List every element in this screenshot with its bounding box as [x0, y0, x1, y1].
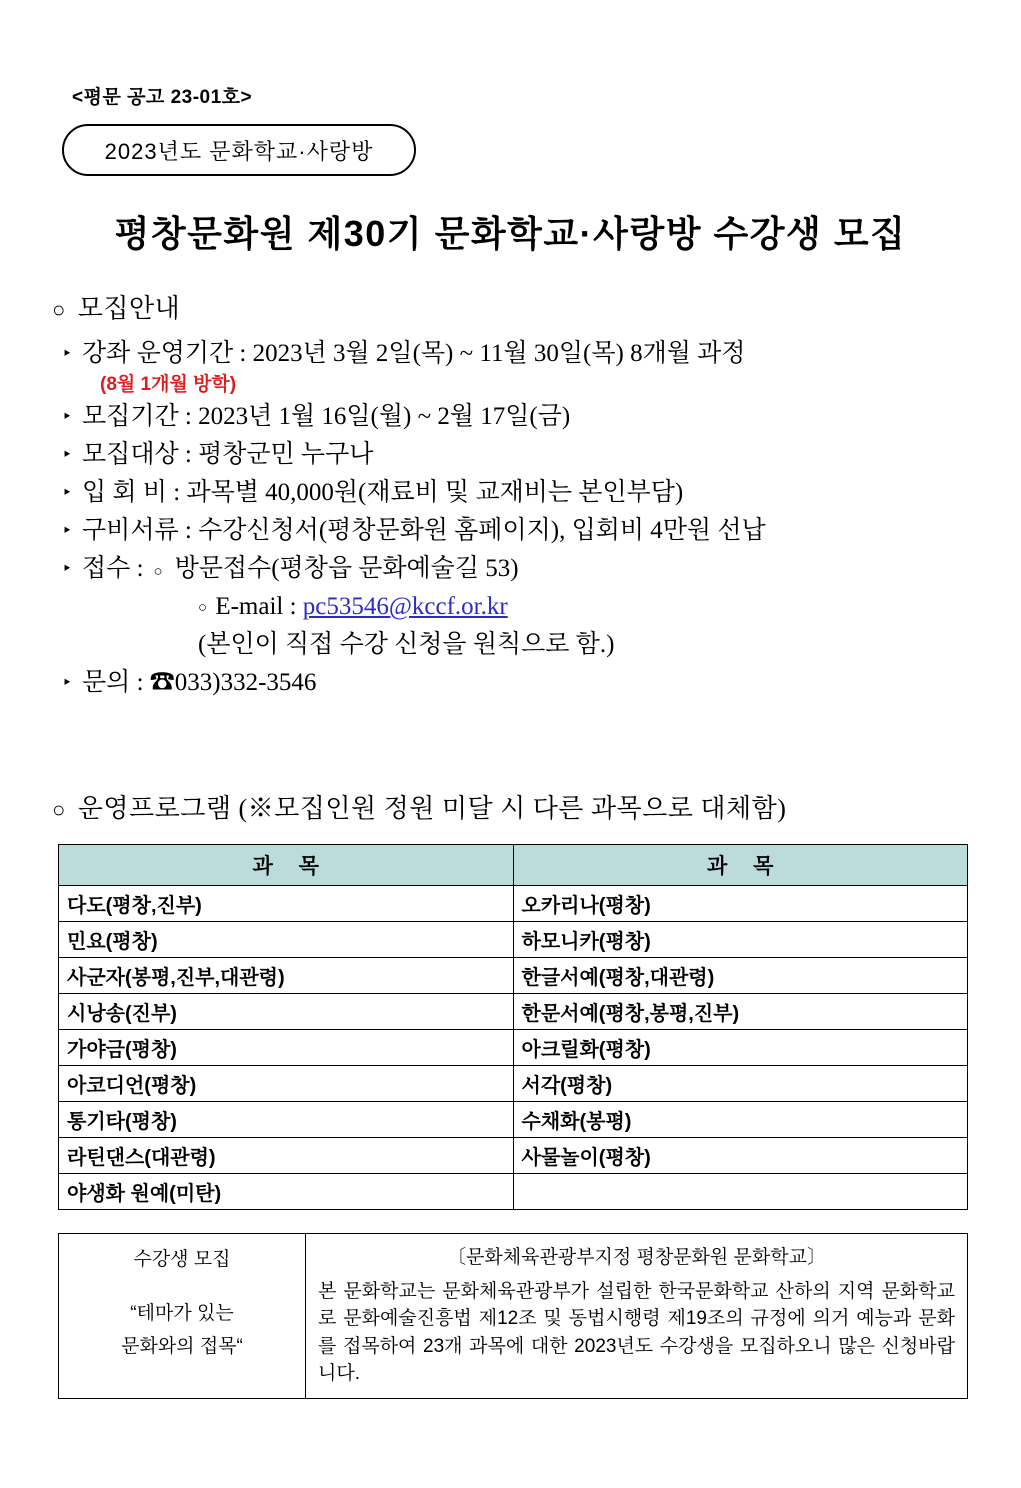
table-cell: 아크릴화(평창) — [513, 1030, 968, 1066]
receipt-email-label: E-mail : — [215, 593, 297, 620]
small-circle-bullet-icon: ○ — [153, 564, 163, 580]
table-cell: 한문서예(평창,봉평,진부) — [513, 994, 968, 1030]
table-cell: 오카리나(평창) — [513, 886, 968, 922]
bottom-info-box — [58, 1233, 968, 1399]
table-cell: 서각(평창) — [513, 1066, 968, 1102]
small-circle-bullet-icon: ○ — [198, 599, 208, 616]
table-cell: 한글서예(평창,대관령) — [513, 958, 968, 994]
table-cell: 사군자(봉평,진부,대관령) — [59, 958, 514, 994]
list-item — [52, 436, 982, 474]
table-row — [59, 1102, 968, 1138]
table-cell — [513, 1174, 968, 1210]
list-item-label: 구비서류 : 수강신청서(평창문화원 홈페이지), 입회비 4만원 선납 — [82, 517, 766, 544]
program-table — [58, 844, 968, 1210]
list-item-label: 모집대상 : 평창군민 누구나 — [82, 441, 374, 468]
column-header-subject-1: 과 목 — [59, 845, 514, 886]
arrow-bullet-icon: ‣ — [62, 559, 73, 578]
list-item-label: 문의 : ☎033)332-3546 — [82, 669, 317, 696]
list-item — [52, 512, 982, 550]
bottom-slogan-line2: 문화와의 접목“ — [121, 1335, 243, 1357]
notice-number: <평문 공고 23-01호> — [72, 87, 253, 108]
list-item-label: 접수 : — [82, 555, 144, 582]
bottom-slogan-line1: “테마가 있는 — [130, 1303, 234, 1325]
list-item — [52, 664, 982, 702]
circle-bullet-icon: ○ — [52, 297, 66, 322]
list-item — [52, 398, 982, 436]
arrow-bullet-icon: ‣ — [62, 407, 73, 426]
table-cell: 하모니카(평창) — [513, 922, 968, 958]
table-row — [59, 922, 968, 958]
table-cell: 수채화(봉평) — [513, 1102, 968, 1138]
table-cell: 시낭송(진부) — [59, 994, 514, 1030]
year-pill — [62, 124, 416, 176]
circle-bullet-icon: ○ — [52, 797, 66, 822]
table-cell: 사물놀이(평창) — [513, 1138, 968, 1174]
table-cell: 라틴댄스(대관령) — [59, 1138, 514, 1174]
arrow-bullet-icon: ‣ — [62, 445, 73, 464]
table-header-row — [59, 845, 968, 886]
email-link[interactable]: pc53546@kccf.or.kr — [302, 593, 508, 620]
section-heading-recruit-label: 모집안내 — [77, 294, 181, 323]
list-item-label: 입 회 비 : 과목별 40,000원(재료비 및 교재비는 본인부담) — [82, 479, 684, 506]
receipt-note: (본인이 직접 수강 신청을 원칙으로 함.) — [198, 631, 615, 658]
table-cell: 아코디언(평창) — [59, 1066, 514, 1102]
recruit-bullet-list — [52, 335, 982, 702]
program-table-wrapper — [58, 844, 968, 1210]
bottom-left-cell — [59, 1234, 306, 1399]
list-item-receipt — [52, 550, 982, 588]
bottom-table — [58, 1233, 968, 1399]
arrow-bullet-icon: ‣ — [62, 673, 73, 692]
table-row — [59, 1138, 968, 1174]
table-row — [59, 1174, 968, 1210]
table-cell: 가야금(평창) — [59, 1030, 514, 1066]
section-recruit-info — [52, 288, 982, 702]
table-row — [59, 994, 968, 1030]
list-item — [52, 474, 982, 512]
section-heading-recruit — [52, 288, 982, 325]
table-row — [59, 1030, 968, 1066]
bottom-left-title: 수강생 모집 — [133, 1249, 231, 1270]
list-item — [52, 335, 982, 373]
table-row — [59, 958, 968, 994]
bottom-right-title: 〔문화체육관광부지정 평창문화원 문화학교〕 — [447, 1247, 826, 1268]
list-item-label: 강좌 운영기간 : 2023년 3월 2일(목) ~ 11월 30일(목) 8개월 과정 — [82, 340, 746, 367]
section-program — [52, 788, 982, 825]
receipt-visit-label: 방문접수(평창읍 문화예술길 53) — [174, 555, 519, 582]
arrow-bullet-icon: ‣ — [62, 344, 73, 363]
page-title: 평창문화원 제30기 문화학교·사랑방 수강생 모집 — [114, 213, 907, 254]
table-cell: 야생화 원예(미탄) — [59, 1174, 514, 1210]
arrow-bullet-icon: ‣ — [62, 483, 73, 502]
section-heading-program-label: 운영프로그램 (※모집인원 정원 미달 시 다른 과목으로 대체함) — [77, 794, 787, 823]
bottom-right-body: 본 문화학교는 문화체육관광부가 설립한 한국문화학교 산하의 지역 문화학교로 문화예술진흥법 제12조 및 동법시행령 제19조의 규정에 의거 예능과 문화를 접목하여 23개 과목에 대한 2023년도 수강생을 모집하오니 많은 신청바랍니다. — [318, 1280, 955, 1385]
table-cell: 민요(평창) — [59, 922, 514, 958]
list-item-label: 모집기간 : 2023년 1월 16일(월) ~ 2월 17일(금) — [82, 403, 571, 430]
bottom-right-cell — [306, 1234, 968, 1399]
vacation-note: (8월 1개월 방학) — [100, 374, 237, 395]
column-header-subject-2: 과 목 — [513, 845, 968, 886]
table-cell: 통기타(평창) — [59, 1102, 514, 1138]
section-heading-program — [52, 788, 982, 825]
table-row — [59, 1066, 968, 1102]
arrow-bullet-icon: ‣ — [62, 521, 73, 540]
year-pill-label: 2023년도 문화학교·사랑방 — [104, 138, 374, 164]
receipt-email-line — [52, 588, 982, 626]
table-cell: 다도(평창,진부) — [59, 886, 514, 922]
table-row — [59, 1234, 968, 1399]
table-row — [59, 886, 968, 922]
